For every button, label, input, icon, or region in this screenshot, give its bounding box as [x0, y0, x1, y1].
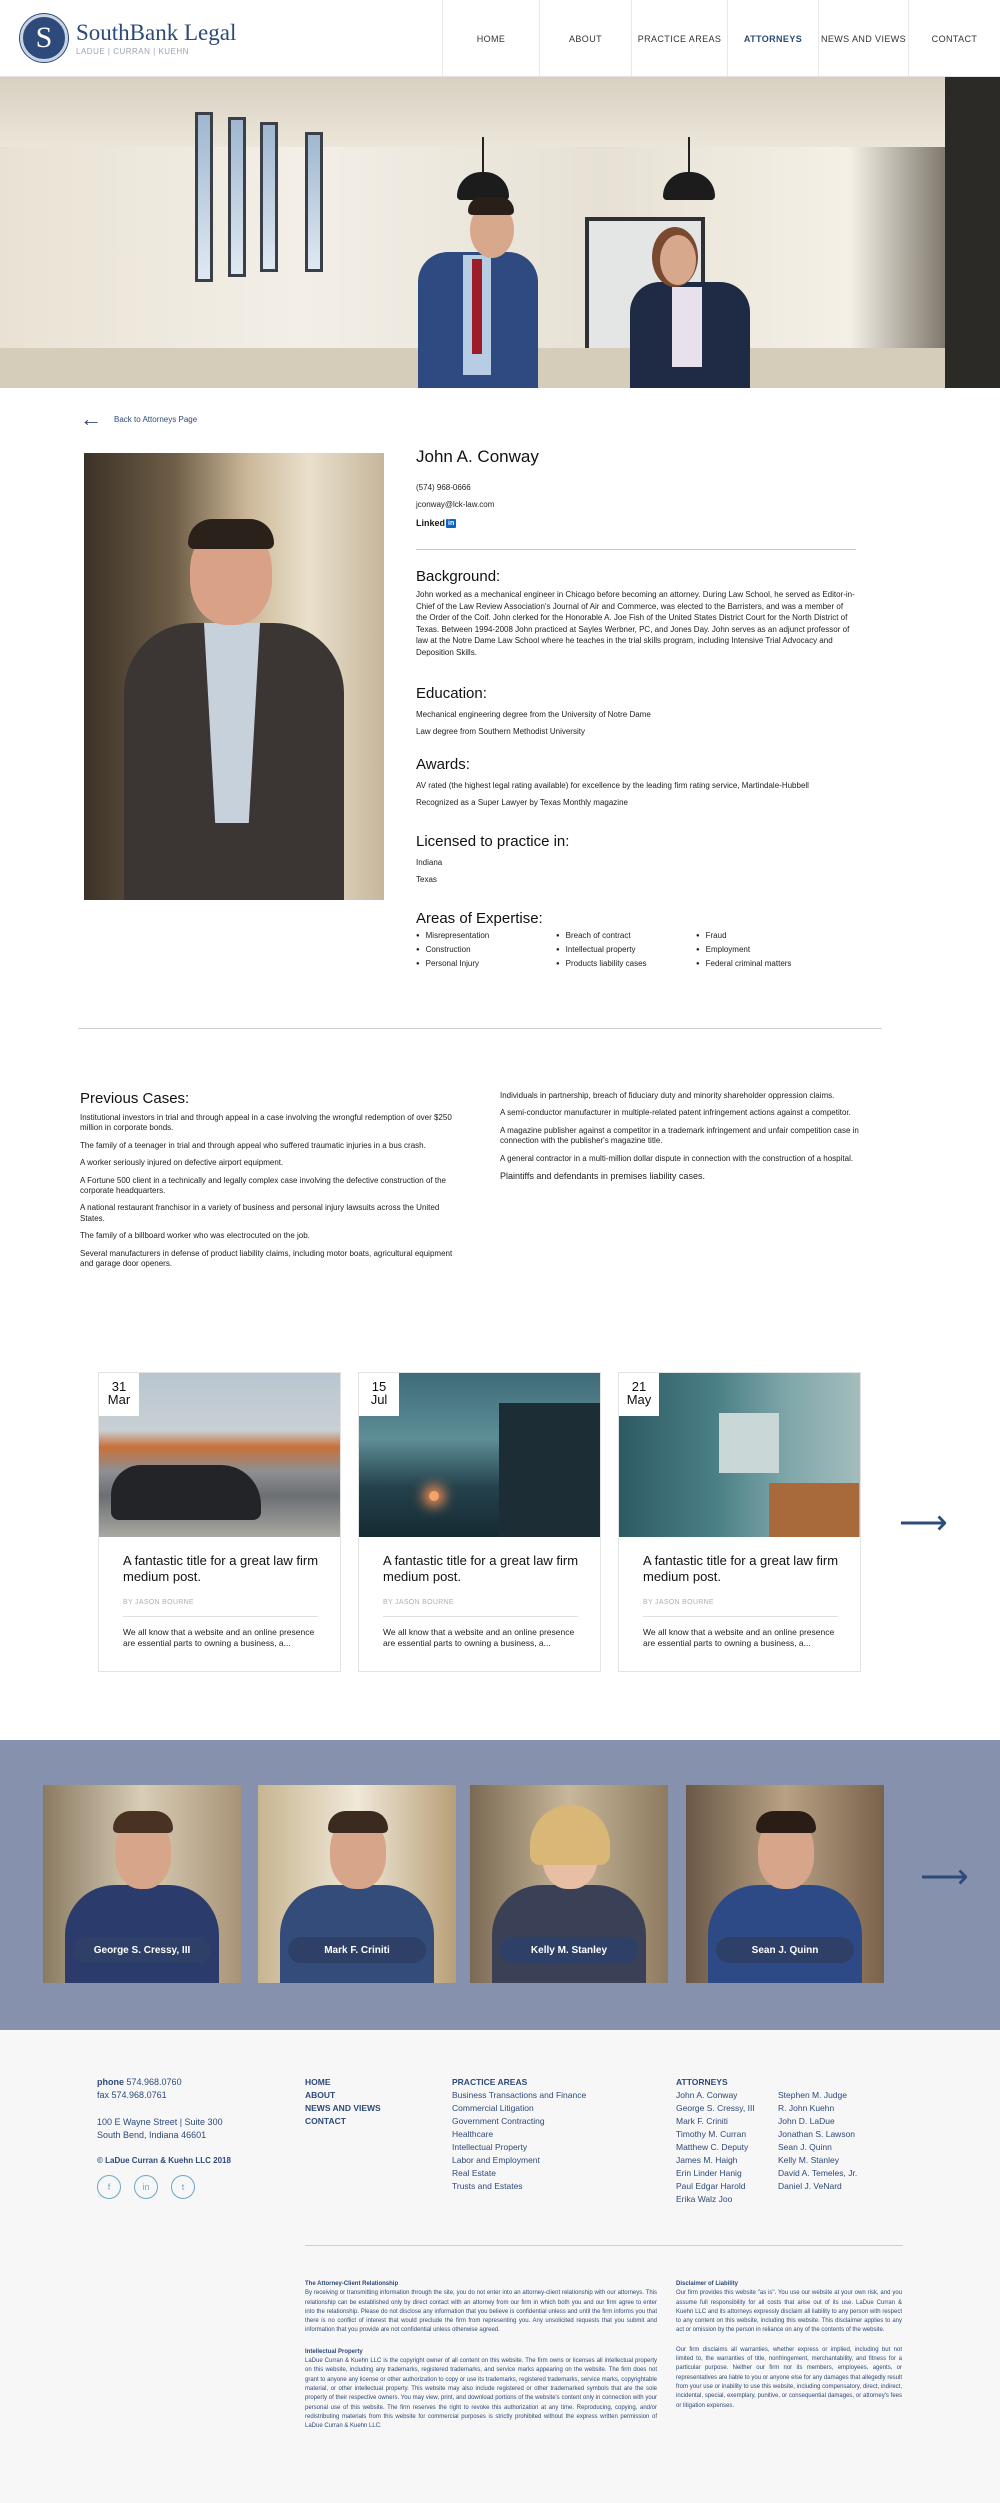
phone-label: phone — [97, 2077, 124, 2087]
attorney-detail — [416, 447, 856, 968]
expertise-item: ● Fraud — [696, 931, 836, 940]
licensed-heading: Licensed to practice in: — [416, 832, 570, 850]
expertise-list — [416, 931, 856, 968]
footer-practice-link[interactable]: Business Transactions and Finance — [452, 2090, 587, 2100]
footer-copyright: © LaDue Curran & Kuehn LLC 2018 — [97, 2156, 231, 2165]
education-item: Mechanical engineering degree from the University of Notre Dame — [416, 709, 651, 719]
footer-practice-link[interactable]: Commercial Litigation — [452, 2103, 534, 2113]
team-member-suit — [492, 1885, 646, 1983]
footer-fax: 574.968.0761 — [111, 2090, 167, 2100]
hero-lamp — [663, 172, 715, 200]
footer-practice-link[interactable]: Labor and Employment — [452, 2155, 540, 2165]
team-member-name: Sean J. Quinn — [716, 1937, 854, 1963]
hero-window — [228, 117, 246, 277]
linkedin-icon: in — [448, 519, 455, 527]
post-divider — [383, 1616, 578, 1617]
footer-practice-link[interactable]: Real Estate — [452, 2168, 496, 2178]
footer-attorney-link[interactable]: Timothy M. Curran — [676, 2129, 747, 2139]
legal-heading: Disclaimer of Liability — [676, 2281, 739, 2287]
attorney-portrait — [84, 453, 384, 900]
nav-home[interactable]: HOME — [442, 0, 539, 77]
team-member-suit — [65, 1885, 219, 1983]
footer-attorney-link[interactable]: George S. Cressy, III — [676, 2103, 755, 2113]
footer-attorneys — [676, 2076, 755, 2206]
footer-practice-link[interactable]: Trusts and Estates — [452, 2181, 523, 2191]
case-item: Several manufacturers in defense of product liability claims, including motor boats, agricultural equipment and garage door openers. — [80, 1248, 453, 1269]
awards-heading: Awards: — [416, 755, 470, 773]
back-link-label: Back to Attorneys Page — [114, 414, 198, 424]
back-to-attorneys-link[interactable] — [80, 406, 198, 431]
social-links — [97, 2175, 231, 2199]
footer-attorney-link[interactable]: John A. Conway — [676, 2090, 738, 2100]
post-image-board — [719, 1413, 779, 1473]
twitter-icon[interactable]: t — [171, 2175, 195, 2199]
footer-address-line: South Bend, Indiana 46601 — [97, 2130, 207, 2140]
post-day: 31 — [111, 1379, 127, 1394]
team-member-card[interactable] — [686, 1785, 884, 1983]
team-member-card[interactable] — [258, 1785, 456, 1983]
footer-practice-link[interactable]: Intellectual Property — [452, 2142, 528, 2152]
team-member-card[interactable] — [470, 1785, 668, 1983]
post-image-car — [111, 1465, 261, 1520]
post-month: May — [626, 1392, 652, 1407]
hero-ceiling — [0, 77, 1000, 147]
news-carousel — [98, 1372, 938, 1672]
post-title[interactable]: A fantastic title for a great law firm medium post. — [123, 1553, 319, 1584]
nav-about[interactable]: ABOUT — [539, 0, 631, 77]
footer-link-news[interactable]: NEWS AND VIEWS — [305, 2103, 381, 2113]
licensed-item: Indiana — [416, 857, 443, 867]
post-image-building — [499, 1403, 600, 1537]
linkedin-label: Linked — [416, 518, 446, 528]
footer-link-about[interactable]: ABOUT — [305, 2090, 336, 2100]
case-item: Institutional investors in trial and through appeal in a case involving the wrongful redemption of over $250 million in corporate bonds. — [80, 1113, 452, 1133]
brand-subtitle: LADUE | CURRAN | KUEHN — [76, 46, 189, 56]
site-footer — [0, 2030, 1000, 2503]
brand-logo[interactable] — [20, 14, 236, 62]
brand-title: SouthBank Legal — [76, 19, 237, 45]
footer-attorney-link[interactable]: Sean J. Quinn — [778, 2142, 832, 2152]
team-member-name: Kelly M. Stanley — [500, 1937, 638, 1963]
arrow-right-icon[interactable]: ⟶ — [920, 1858, 969, 1896]
expertise-item: ● Construction — [416, 945, 556, 954]
background-heading: Background: — [416, 568, 501, 585]
fax-label: fax — [97, 2090, 110, 2100]
attorney-name: John A. Conway — [416, 447, 539, 466]
linkedin-link[interactable] — [416, 518, 456, 528]
post-image-desk — [769, 1483, 859, 1537]
background-text: John worked as a mechanical engineer in Chicago before becoming an attorney. During Law School, he served as Editor-in-Chief of the Law Review Association's Journal of Air and Commerce, was elected to the Barristers, and was a member of the Order of the Coif. John clerked for the Honorable A. Joe Fish of the United States District Court for the North District of Texas. Between 1994-2008 John practiced at Sayles Werbner, PC, and Jones Day. John serves as an adjunct professor of law at the Notre Dame Law School where he teaches in the trial skills program, including Intensive Trial Advocacy and Deposition Skills. — [416, 590, 855, 657]
award-item: Recognized as a Super Lawyer by Texas Monthly magazine — [416, 797, 628, 807]
case-item: The family of a teenager in trial and through appeal who suffered traumatic injuries in a bus crash. — [80, 1140, 426, 1150]
hero-image — [0, 77, 1000, 388]
hero-window — [260, 122, 278, 272]
post-date — [359, 1373, 399, 1416]
hero-woman-face — [660, 235, 696, 285]
case-item: Individuals in partnership, breach of fiduciary duty and minority shareholder oppression claims. — [500, 1091, 835, 1100]
legal-text: Our firm disclaims all warranties, whether express or implied, including but not limited to, the warranties of title, nonfringement, merchantability, and fitness for a particular purpose. Neither our firm nor its members, employees, agents, or representatives are liable to you or anyone else for any damages that allegedly result from your use or inability to use this website, including compensatory, direct, indirect, incidental, special, exemplary, punitive, or consequential damages, or attorney's fees or litigation expenses. — [676, 2346, 902, 2409]
post-image-light — [429, 1491, 439, 1501]
footer-attorney-link[interactable]: John D. LaDue — [778, 2116, 835, 2126]
footer-links — [305, 2076, 381, 2128]
team-member-hair — [113, 1811, 173, 1833]
footer-practice-link[interactable]: Healthcare — [452, 2129, 494, 2139]
footer-practice-areas — [452, 2076, 586, 2193]
previous-cases-heading: Previous Cases: — [80, 1090, 190, 1107]
hero-woman-blouse — [672, 287, 702, 367]
post-date — [99, 1373, 139, 1416]
legal-heading: Intellectual Property — [305, 2348, 363, 2355]
post-title[interactable]: A fantastic title for a great law firm medium post. — [643, 1553, 839, 1584]
post-excerpt: We all know that a website and an online presence are essential parts to owning a business, a... — [123, 1627, 315, 1648]
footer-attorney-link[interactable]: David A. Temeles, Jr. — [778, 2168, 858, 2178]
team-member-card[interactable] — [43, 1785, 241, 1983]
expertise-item: ● Employment — [696, 945, 836, 954]
legal-text: By receiving or transmitting information through the site, you do not enter into an attorney-client relationship with our attorneys. This relationship can be established only by direct contact with an attorney from our firm in which both you and our firm agree to enter into the relationship. Please do not disclose any information that you believe is confidential unless and until the firm informs you that there is no conflict of interest that would preclude the firm from representing you. Any unsolicited requests that you submit and information that you provide are not confidential unless otherwise agreed. — [305, 2290, 657, 2334]
post-divider — [643, 1616, 838, 1617]
legal-heading: The Attorney-Client Relationship — [305, 2281, 399, 2287]
post-byline: BY JASON BOURNE — [383, 1599, 454, 1606]
footer-attorney-link[interactable]: Mark F. Criniti — [676, 2116, 728, 2126]
nav-contact[interactable]: CONTACT — [908, 0, 1000, 77]
post-card[interactable] — [98, 1372, 341, 1672]
legal-text: LaDue Curran & Kuehn LLC is the copyright owner of all content on this website. The firm owns or licenses all intellectual property on this website, including any trademarks, registered trademarks, and service marks appearing on the website. The firm does not grant to anyone any license or other authorization to copy or use its trademarks, registered trademarks, service marks, copyrightable material, or other intellectual property. This website may also include registered or other trademarked symbols that are the sole property of their respective owners. You may view, print, and download portions of the website's content only in connection with your personal use of this website. The firm reserves the right to revoke this authorization at any time. Reproducing, copying, and/or redistributing materials from this website for commercial purposes is strictly prohibited without the express written permission of LaDue Curran & Kuehn LLC. — [305, 2358, 657, 2430]
nav-practice-areas[interactable]: PRACTICE AREAS — [631, 0, 727, 77]
case-item: A worker seriously injured on defective airport equipment. — [80, 1158, 284, 1168]
linkedin-icon[interactable]: in — [134, 2175, 158, 2199]
attorney-email[interactable]: jconway@lck-law.com — [416, 500, 495, 509]
footer-practice-heading: PRACTICE AREAS — [452, 2077, 528, 2087]
case-item: A national restaurant franchisor in a variety of business and personal injury lawsuits across the United States. — [80, 1203, 440, 1223]
expertise-item: ● Personal Injury — [416, 959, 556, 968]
hero-bookshelf — [945, 77, 1000, 388]
legal-disclaimer — [676, 2280, 902, 2411]
expertise-item: ● Intellectual property — [556, 945, 696, 954]
footer-attorney-link[interactable]: Erika Walz Joo — [676, 2194, 733, 2204]
site-header — [0, 0, 1000, 77]
arrow-right-icon[interactable]: ⟶ — [899, 1504, 948, 1542]
logo-text — [76, 21, 236, 56]
facebook-icon[interactable]: f — [97, 2175, 121, 2199]
footer-attorney-link[interactable]: Kelly M. Stanley — [778, 2155, 839, 2165]
post-card[interactable] — [618, 1372, 861, 1672]
legal-text: Our firm provides this website "as is". You use our website at your own risk, and you assume full responsibility for all costs that arise out of its use. LaDue Curran & Kuehn LLC and its attorneys expressly disclaim all liability to any person with respect to any content on this website, including this website. This disclaimer applies to any act or omission by the person in reliance on any of the contents of the website. — [676, 2290, 902, 2334]
team-carousel — [0, 1740, 1000, 2030]
footer-attorney-link[interactable]: Matthew C. Deputy — [676, 2142, 749, 2152]
previous-cases-left — [80, 1113, 460, 1276]
case-item: Plaintiffs and defendants in premises liability cases. — [500, 1171, 705, 1182]
footer-contact — [97, 2076, 231, 2199]
post-card[interactable] — [358, 1372, 601, 1672]
hero-window — [195, 112, 213, 282]
licensed-item: Texas — [416, 874, 437, 884]
footer-attorney-link[interactable]: Jonathan S. Lawson — [778, 2129, 856, 2139]
expertise-heading: Areas of Expertise: — [416, 909, 543, 927]
team-member-name: Mark F. Criniti — [288, 1937, 426, 1963]
post-month: Jul — [370, 1392, 388, 1407]
detail-divider — [416, 549, 856, 550]
previous-cases — [80, 1090, 880, 1276]
team-member-name: George S. Cressy, III — [73, 1937, 211, 1963]
post-excerpt: We all know that a website and an online presence are essential parts to owning a business, a... — [643, 1627, 835, 1648]
post-excerpt: We all know that a website and an online presence are essential parts to owning a business, a... — [383, 1627, 575, 1648]
team-member-hair — [328, 1811, 388, 1833]
education-heading: Education: — [416, 684, 487, 702]
expertise-item: ● Misrepresentation — [416, 931, 556, 940]
portrait-hair — [188, 519, 274, 549]
footer-phone[interactable]: 574.968.0760 — [126, 2077, 182, 2087]
case-item: A general contractor in a multi-million dollar dispute in connection with the construction of a hospital. — [500, 1153, 854, 1163]
case-item: A semi-conductor manufacturer in multiple-related patent infringement actions against a competitor. — [500, 1108, 851, 1118]
hero-lamp — [457, 172, 509, 200]
hero-lamp-cord — [482, 137, 484, 173]
arrow-left-icon: ← — [80, 406, 102, 431]
nav-news-and-views[interactable]: NEWS AND VIEWS — [818, 0, 908, 77]
legal-attorney-client — [305, 2280, 657, 2431]
post-byline: BY JASON BOURNE — [643, 1599, 714, 1606]
post-date — [619, 1373, 659, 1416]
team-member-suit — [280, 1885, 434, 1983]
footer-attorney-link[interactable]: R. John Kuehn — [778, 2103, 835, 2113]
footer-link-home[interactable]: HOME — [305, 2077, 331, 2087]
award-item: AV rated (the highest legal rating available) for excellence by the leading firm rating service, Martindale-Hubbell — [416, 780, 809, 790]
logo-mark: S — [20, 14, 68, 62]
footer-attorney-link[interactable]: Paul Edgar Harold — [676, 2181, 746, 2191]
expertise-item: ● Breach of contract — [556, 931, 696, 940]
hero-window — [305, 132, 323, 272]
team-member-suit — [708, 1885, 862, 1983]
post-divider — [123, 1616, 318, 1617]
footer-attorneys-col2 — [778, 2089, 857, 2193]
footer-attorney-link[interactable]: James M. Haigh — [676, 2155, 738, 2165]
footer-attorney-link[interactable]: Stephen M. Judge — [778, 2090, 847, 2100]
post-month: Mar — [107, 1392, 131, 1407]
team-member-hair — [756, 1811, 816, 1833]
nav-attorneys[interactable]: ATTORNEYS — [727, 0, 818, 77]
footer-practice-link[interactable]: Government Contracting — [452, 2116, 545, 2126]
section-divider — [78, 1028, 882, 1029]
post-day: 21 — [631, 1379, 647, 1394]
main-nav — [442, 0, 1000, 77]
case-item: The family of a billboard worker who was electrocuted on the job. — [80, 1231, 310, 1241]
footer-link-contact[interactable]: CONTACT — [305, 2116, 346, 2126]
footer-attorney-link[interactable]: Daniel J. VeNard — [778, 2181, 842, 2191]
footer-attorneys-heading: ATTORNEYS — [676, 2077, 728, 2087]
hero-lamp-cord — [688, 137, 690, 173]
case-item: A Fortune 500 client in a technically and legally complex case involving the defective construction of the corporate headquarters. — [80, 1175, 446, 1196]
footer-address-line: 100 E Wayne Street | Suite 300 — [97, 2117, 223, 2127]
expertise-item: ● Products liability cases — [556, 959, 696, 968]
expertise-item: ● Federal criminal matters — [696, 959, 836, 968]
previous-cases-right — [500, 1091, 880, 1276]
footer-attorney-link[interactable]: Erin Linder Hanig — [676, 2168, 742, 2178]
attorney-phone[interactable]: (574) 968-0666 — [416, 483, 471, 492]
hero-man-hair — [468, 197, 514, 215]
hero-man-tie — [472, 259, 482, 354]
footer-divider — [305, 2245, 903, 2246]
post-byline: BY JASON BOURNE — [123, 1599, 194, 1606]
education-item: Law degree from Southern Methodist University — [416, 726, 585, 736]
case-item: A magazine publisher against a competitor in a trademark infringement and unfair competition case in connection with the publisher's magazine title. — [500, 1125, 859, 1146]
post-day: 15 — [371, 1379, 387, 1394]
post-title[interactable]: A fantastic title for a great law firm medium post. — [383, 1553, 579, 1584]
